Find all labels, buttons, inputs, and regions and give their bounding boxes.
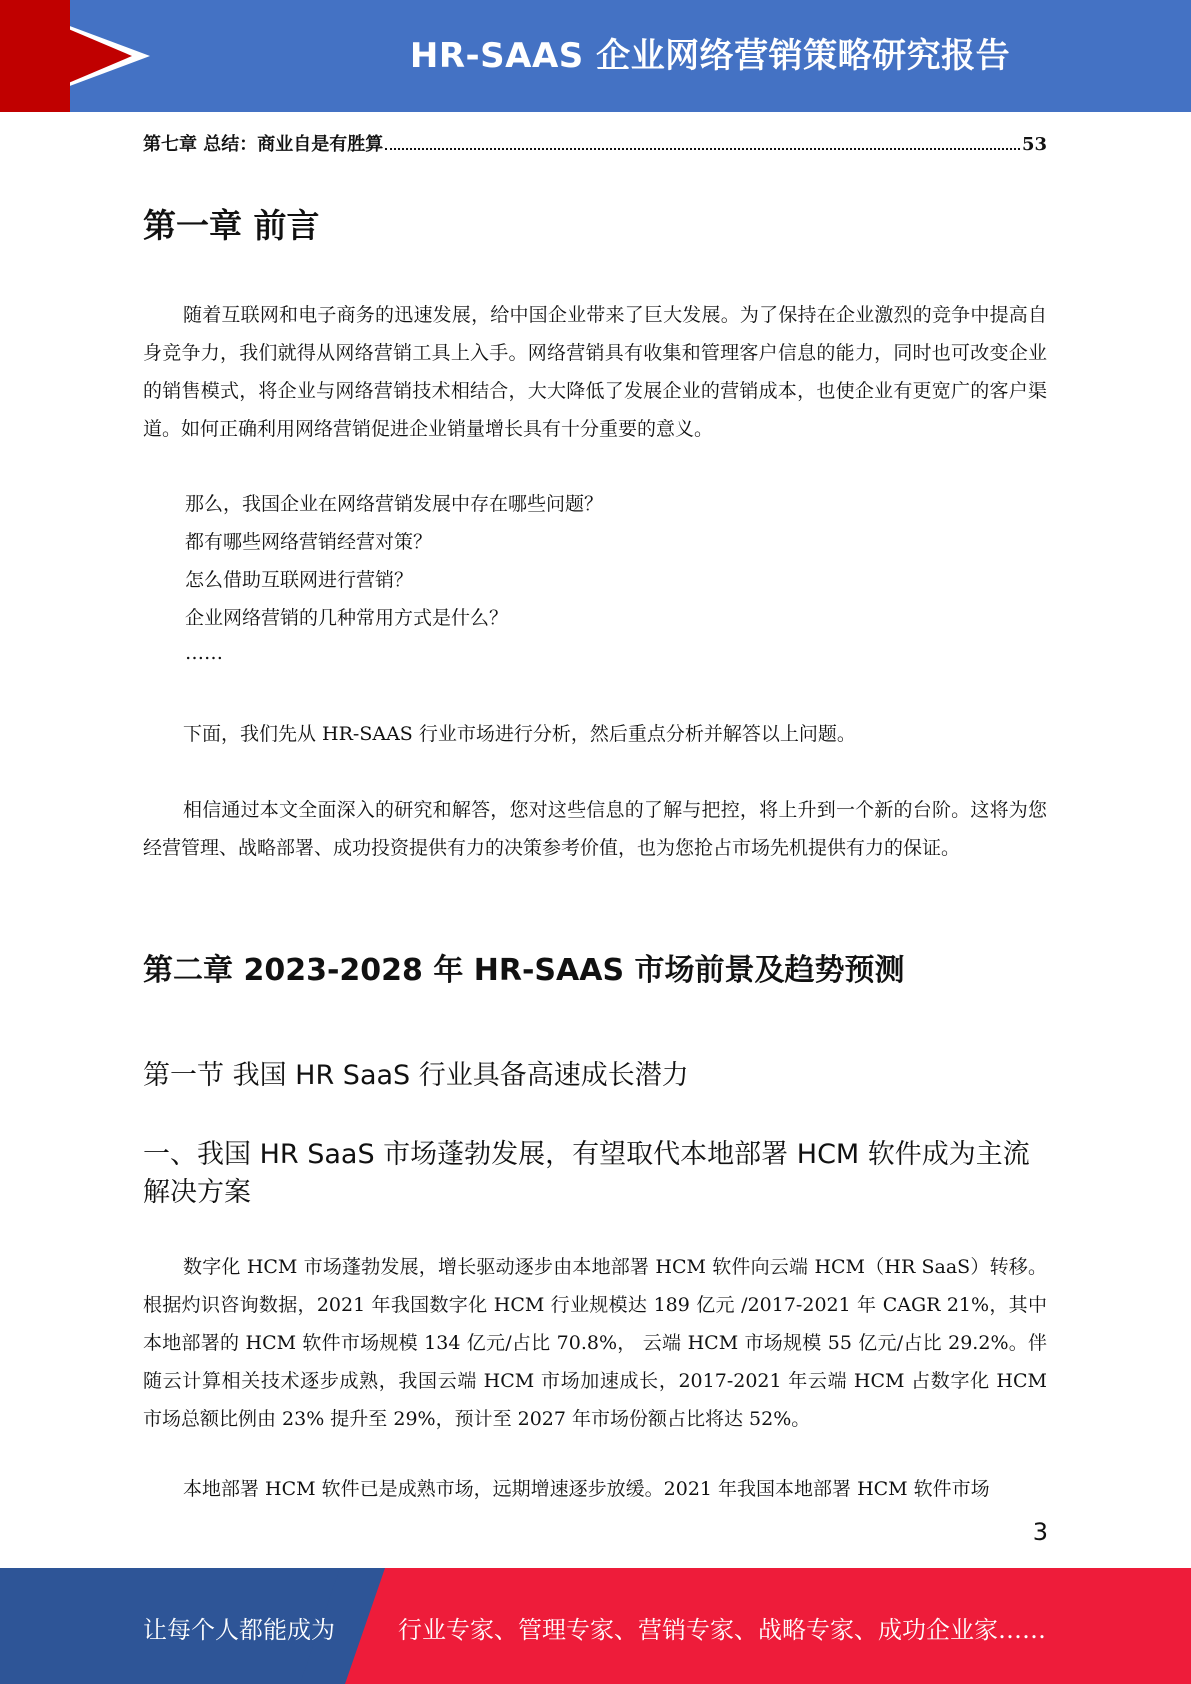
chapter-2-paragraph-2: 本地部署 HCM 软件已是成熟市场，远期增速逐步放缓。2021 年我国本地部署 HCM 软件市场 [183, 1478, 990, 1500]
subsection-1-heading: 一、我国 HR SaaS 市场蓬勃发展，有望取代本地部署 HCM 软件成为主流解决方案 [143, 1139, 1030, 1208]
footer-slogan-left: 让每个人都能成为 [143, 1616, 335, 1644]
toc-entry[interactable] [143, 130, 1047, 156]
question-1: 那么，我国企业在网络营销发展中存在哪些问题？ [185, 493, 604, 515]
toc-entry-label: 第七章 总结：商业自是有胜算 [143, 134, 384, 155]
chapter-1-paragraph-1: 随着互联网和电子商务的迅速发展，给中国企业带来了巨大发展。为了保持在企业激烈的竞争中提高自身竞争力，我们就得从网络营销工具上入手。网络营销具有收集和管理客户信息的能力，同时也可改变企业的销售模式，将企业与网络营销技术相结合，大大降低了发展企业的营销成本，也使企业有更宽广的客户渠道。如何正确利用网络营销促进企业销量增长具有十分重要的意义。 [143, 304, 1047, 440]
chapter-1-paragraph-2: 下面，我们先从 HR-SAAS 行业市场进行分析，然后重点分析并解答以上问题。 [183, 723, 856, 745]
chapter-1-paragraph-3: 相信通过本文全面深入的研究和解答，您对这些信息的了解与把控，将上升到一个新的台阶。这将为您经营管理、战略部署、成功投资提供有力的决策参考价值，也为您抢占市场先机提供有力的保证。 [143, 799, 1047, 859]
page-header [0, 0, 1191, 112]
chapter-2-heading: 第二章 2023-2028 年 HR-SAAS 市场前景及趋势预测 [143, 953, 905, 988]
document-title: HR-SAAS 企业网络营销策略研究报告 [409, 36, 1011, 76]
question-3: 怎么借助互联网进行营销？ [185, 569, 414, 591]
page-number: 3 [1032, 1518, 1048, 1546]
footer-slogan-right: 行业专家、管理专家、营销专家、战略专家、成功企业家…… [398, 1616, 1046, 1644]
section-1-heading: 第一节 我国 HR SaaS 行业具备高速成长潜力 [143, 1060, 689, 1091]
question-4: 企业网络营销的几种常用方式是什么？ [185, 607, 509, 629]
header-arrow [0, 0, 132, 112]
toc-leader-dots [385, 147, 1020, 150]
toc-entry-page: 53 [1021, 134, 1047, 155]
question-ellipsis: …… [185, 642, 223, 664]
chapter-1-heading: 第一章 前言 [143, 206, 320, 245]
chapter-2-paragraph-1: 数字化 HCM 市场蓬勃发展，增长驱动逐步由本地部署 HCM 软件向云端 HCM（HR SaaS）转移。根据灼识咨询数据，2021 年我国数字化 HCM 行业规模达 189 亿元 /2017-2021 年 CAGR 21%，其中本地部署的 HCM 软件市场规模 134 亿元/占比 70.8%， 云端 HCM 市场规模 55 亿元/占比 29.2%。伴随云计算相关技术逐步成熟，我国云端 HCM 市场加速成长，2017-2021 年云端 HCM 占数字化 HCM 市场总额比例由 23% 提升至 29%，预计至 2027 年市场份额占比将达 52%。 [143, 1256, 1047, 1430]
question-2: 都有哪些网络营销经营对策？ [185, 531, 433, 553]
page-footer [0, 1568, 1191, 1684]
